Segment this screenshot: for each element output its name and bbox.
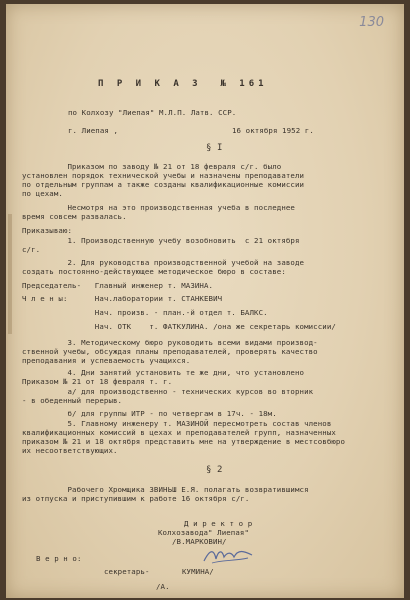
body-line: Председатель- Главный инженер т. МАЗИНА. [22,281,214,290]
secretary-name: КУМИНА/ [182,567,214,576]
paper-edge-mark [8,214,12,334]
body-line: Несмотря на это производственная учеба в последнее [22,203,295,212]
body-line: - в обеденный перерыв. [22,396,123,405]
header-city: г. Лиепая , [68,126,119,135]
body-line: Рабочего Хромщика ЗВИНЬШ Е.Я. полагать возвратившимся [22,485,309,494]
archive-number: 130 [359,15,384,30]
body-line: Нач. произв. - план.-й отдел т. БАЛКС. [22,308,268,317]
order-title: П Р И К А З № 161 [98,79,268,89]
header-organization: по Колхозу "Лиепая" М.Л.П. Латв. ССР. [68,108,237,117]
body-line: с/г. [22,245,41,254]
director-organization: Колхозавода" Лиепая" [158,528,249,537]
bottom-mark: /А. [156,582,170,591]
body-line: их несоответствующих. [22,446,118,455]
body-line: установлен порядок технической учебы и назначены преподаватели [22,171,305,180]
handwritten-signature [202,545,254,567]
verno-label: В е р н о: [36,554,82,563]
body-line: по цехам. [22,189,63,198]
body-line: ственной учебы, обсуждая планы преподавателей, проверять качество [22,347,318,356]
body-line: из отпуска и приступившим к работе 16 октября с/г. [22,494,250,503]
body-line: 2. Для руководства производственной учебой на заводе [22,258,305,267]
body-line: 5. Главному инженеру т. МАЗИНОЙ пересмотреть состав членов [22,419,332,428]
section-2-heading: § 2 [206,465,223,475]
body-line: Нач. ОТК т. ФАТКУЛИНА. /она же секретарь комиссии/ [22,322,336,331]
body-line: а/ для производственно - технических курсов во вторник [22,387,314,396]
director-name: /В.МАРКОВИН/ [172,537,227,546]
body-line: 1. Производственную учебу возобновить с 21 октября [22,236,300,245]
secretary-label: секретарь- [104,567,150,576]
body-line: 3. Методическому бюро руководить всеми видами производ- [22,338,318,347]
body-line: Приказом по заводу № 21 от 18 февраля с/г. было [22,162,282,171]
body-line: создать постоянно-действующее методическое бюро в составе: [22,267,286,276]
body-line: время совсем развалась. [22,212,127,221]
body-line: преподавания и успеваемость учащихся. [22,356,191,365]
body-line: приказом № 21 и 18 октября представить мне на утверждение в местсовбюро [22,437,346,446]
document-page [6,4,404,598]
body-line: Приказом № 21 от 18 февраля т. г. [22,377,173,386]
body-line: Приказываю: [22,226,73,235]
body-line: б/ для группы ИТР - по четвергам в 17ч. - 18м. [22,409,277,418]
body-line: 4. Дни занятий установить те же дни, что установлено [22,368,305,377]
director-title: Д и р е к т о р [184,519,253,528]
section-1-heading: § I [206,143,223,153]
header-date: 16 октября 1952 г. [232,126,314,135]
body-line: квалификационных комиссий в цехах и преподавателей групп, назначенных [22,428,336,437]
body-line: Ч л е н ы: Нач.лаборатории т. СТАНКЕВИЧ [22,294,223,303]
body-line: по отдельным группам а также созданы квалификационные комиссии [22,180,305,189]
